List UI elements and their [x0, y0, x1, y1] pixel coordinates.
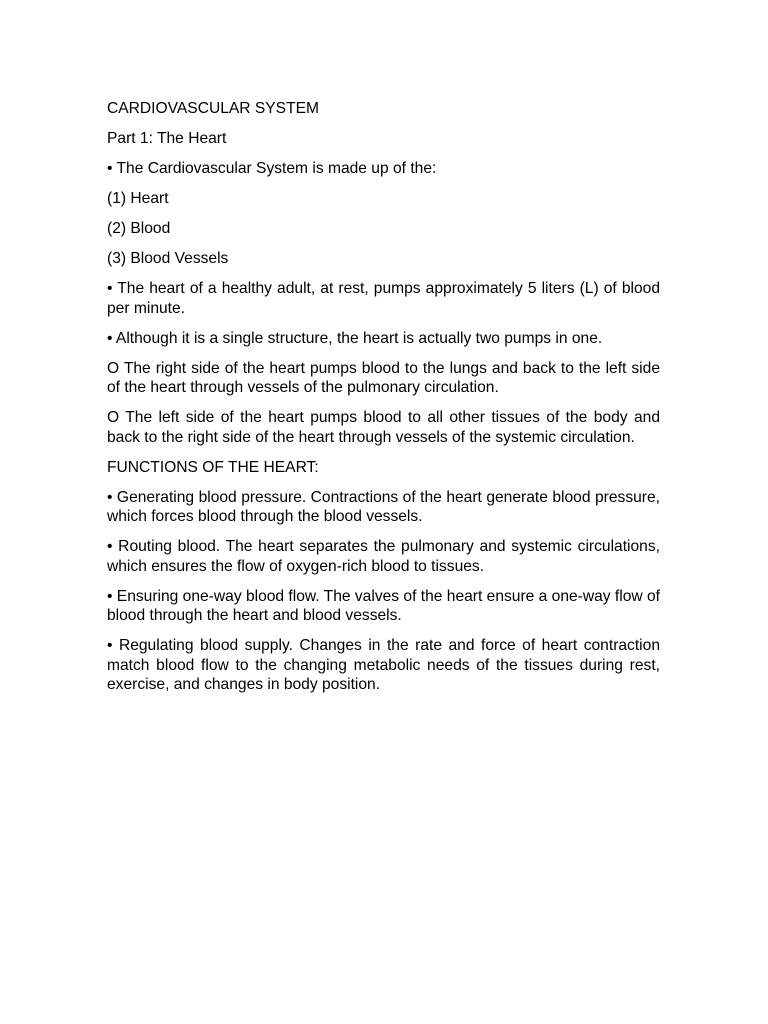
function-item: • Regulating blood supply. Changes in the rate and force of heart contraction match blood flow to the changing metabolic needs of the tissues during rest, exercise, and changes in body position.	[107, 637, 660, 693]
bullet-two-pumps: • Although it is a single structure, the heart is actually two pumps in one.	[107, 329, 603, 347]
component-heart: (1) Heart	[107, 190, 169, 207]
document-title: CARDIOVASCULAR SYSTEM	[107, 100, 319, 117]
part-heading: Part 1: The Heart	[107, 130, 227, 147]
function-item: • Routing blood. The heart separates the pulmonary and systemic circulations, which ensures the flow of oxygen-rich blood to tissues.	[107, 538, 660, 575]
function-item: • Generating blood pressure. Contractions of the heart generate blood pressure, which forces blood through the blood vessels.	[107, 488, 660, 525]
functions-heading: FUNCTIONS OF THE HEART:	[107, 458, 319, 476]
bullet-pump-volume: • The heart of a healthy adult, at rest, pumps approximately 5 liters (L) of blood per minute.	[107, 280, 660, 317]
right-side-paragraph: O The right side of the heart pumps blood to the lungs and back to the left side of the heart through vessels of the pulmonary circulation.	[107, 359, 660, 396]
component-blood-vessels: (3) Blood Vessels	[107, 250, 229, 267]
left-side-paragraph: O The left side of the heart pumps blood to all other tissues of the body and back to the right side of the heart through vessels of the systemic circulation.	[107, 409, 660, 446]
function-item: • Ensuring one-way blood flow. The valves of the heart ensure a one-way flow of blood through the heart and blood vessels.	[107, 587, 660, 624]
component-blood: (2) Blood	[107, 220, 171, 237]
intro-bullet: • The Cardiovascular System is made up of the:	[107, 160, 437, 177]
document-body	[107, 99, 660, 705]
